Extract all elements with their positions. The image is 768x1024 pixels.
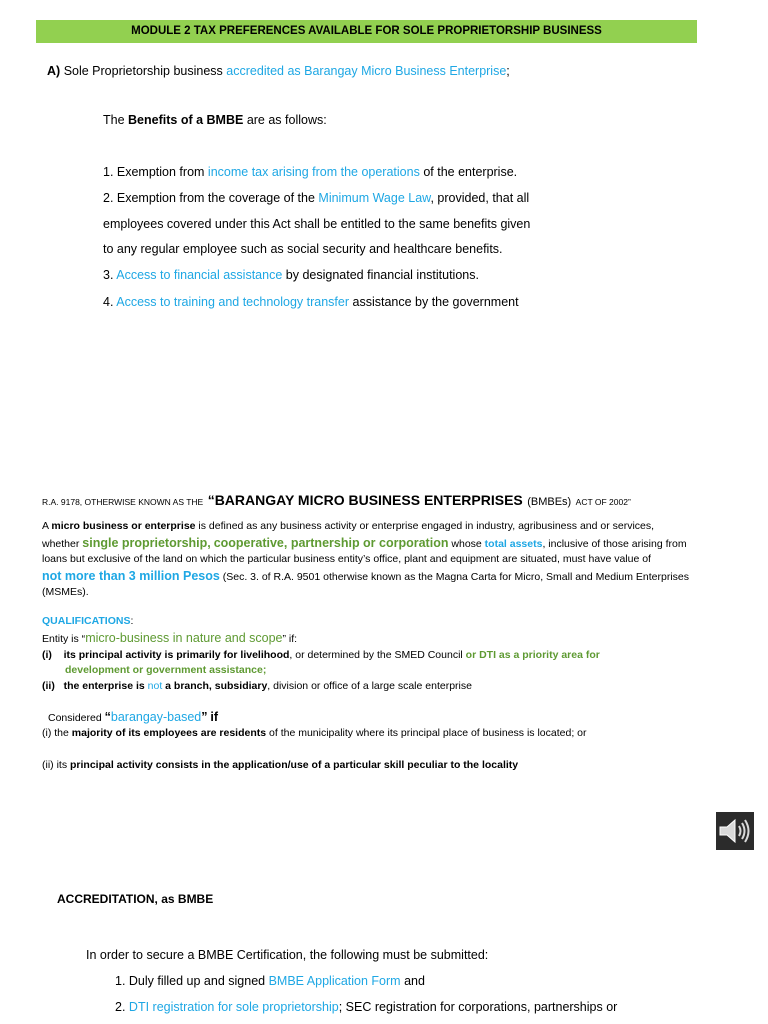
benefits-intro-post: are as follows: [246, 113, 327, 127]
considered-i-pre: (i) the [42, 727, 69, 739]
section-a-text: Sole Proprietorship business [63, 64, 223, 78]
qualification-i-line2 [65, 664, 266, 676]
section-a-link[interactable]: accredited as Barangay Micro Business Enterprise [226, 64, 507, 78]
benefit-item-4 [103, 295, 519, 309]
ra-suffix: ACT OF 2002” [575, 497, 631, 507]
entity-green: micro-business in nature and scope [85, 631, 283, 645]
benefit-2-post: , provided, that all [430, 191, 530, 205]
accr-1-post: and [404, 974, 425, 988]
def-l2-pre: whether [42, 538, 80, 550]
qual-ii-bold2: a branch, subsidiary [165, 680, 268, 692]
benefit-1-pre: 1. Exemption from [103, 165, 205, 179]
qual-ii-not: not [147, 680, 163, 692]
qual-i-line2: development or government assistance; [65, 664, 267, 676]
definition-line-1 [42, 520, 654, 532]
definition-line-4 [42, 569, 689, 583]
qual-i-marker: (i) [42, 649, 52, 661]
considered-line [48, 710, 218, 724]
section-a-end: ; [506, 64, 510, 78]
def-l2-green1: single proprietorship [82, 536, 208, 550]
def-l4-post: (Sec. 3. of R.A. 9501 otherwise known as the Magna Carta for Micro, Small and Medium Enterprises [222, 571, 690, 583]
benefit-3-post: by designated financial institutions. [285, 268, 479, 282]
benefit-2-line3: to any regular employee such as social security and healthcare benefits. [103, 242, 503, 256]
qual-i-mid: , or determined by the SMED Council [289, 649, 463, 661]
benefits-intro [103, 113, 327, 127]
benefit-item-3 [103, 268, 479, 282]
benefit-item-1 [103, 165, 517, 179]
accr-2-post: ; SEC registration for corporations, partnerships or [338, 1000, 618, 1014]
benefit-4-post: assistance by the government [352, 295, 519, 309]
considered-quote-open: “ [104, 710, 111, 724]
benefit-4-link[interactable]: Access to training and technology transfer [116, 295, 350, 309]
ra-title: “BARANGAY MICRO BUSINESS ENTERPRISES [207, 492, 523, 508]
qualification-ii [42, 680, 472, 692]
considered-if: if [210, 710, 219, 724]
benefit-4-pre: 4. [103, 295, 114, 309]
definition-line-5: (MSMEs). [42, 586, 89, 598]
module-title-bar [36, 20, 697, 43]
section-a-marker: A) [47, 64, 61, 78]
benefit-3-link[interactable]: Access to financial assistance [116, 268, 283, 282]
benefit-3-pre: 3. [103, 268, 114, 282]
qual-i-green: or DTI as a priority area for [465, 649, 600, 661]
benefit-2-line2: employees covered under this Act shall be entitled to the same benefits given [103, 217, 531, 231]
accr-1-pre: 1. Duly filled up and signed [115, 974, 266, 988]
qualifications-colon: : [130, 615, 134, 627]
definition-line-3: loans but exclusive of the land on which the particular business entity’s office, plant and equipment are situated, must have value of [42, 553, 651, 565]
accr-1-link[interactable]: BMBE Application Form [268, 974, 401, 988]
speaker-icon [716, 812, 754, 850]
qual-ii-post: , division or office of a large scale enterprise [267, 680, 472, 692]
benefit-2-pre: 2. Exemption from the coverage of the [103, 191, 315, 205]
accreditation-heading: ACCREDITATION, as BMBE [57, 892, 214, 906]
ra-prefix: R.A. 9178, OTHERWISE KNOWN AS THE [42, 497, 204, 507]
accreditation-item-2 [115, 1000, 617, 1014]
module-title: MODULE 2 TAX PREFERENCES AVAILABLE FOR SOLE PROPRIETORSHIP BUSINESS [131, 25, 602, 37]
def-l2-comma: , [207, 536, 211, 550]
qual-ii-marker: (ii) [42, 680, 55, 692]
considered-ii [42, 759, 518, 771]
ra-heading [42, 492, 631, 510]
def-l2-blue: total assets [484, 538, 543, 550]
considered-i-bold: majority of its employees are residents [71, 727, 267, 739]
benefit-item-2 [103, 191, 529, 205]
considered-ii-bold: principal activity consists in the application/use of a particular skill peculiar to the locality [70, 759, 519, 771]
benefit-1-post: of the enterprise. [423, 165, 518, 179]
def-l1-pre: A [42, 520, 49, 532]
considered-blue: barangay-based [110, 710, 202, 724]
considered-quote-close: ” [201, 710, 208, 724]
qual-ii-bold1: the enterprise is [63, 680, 145, 692]
benefit-1-link[interactable]: income tax arising from the operations [207, 165, 420, 179]
qualification-i [42, 649, 600, 661]
def-l2-post: , inclusive of those arising from [542, 538, 687, 550]
definition-line-2 [42, 536, 687, 550]
benefit-2-link[interactable]: Minimum Wage Law [318, 191, 431, 205]
benefits-intro-pre: The [103, 113, 125, 127]
accr-2-pre: 2. [115, 1000, 126, 1014]
entity-pre: Entity is “ [42, 633, 86, 645]
accreditation-item-1 [115, 974, 425, 988]
entity-post: ” if: [282, 633, 298, 645]
section-a-line [47, 64, 510, 78]
def-l1-bold: micro business or enterprise [51, 520, 196, 532]
qualifications-label: QUALIFICATIONS [42, 615, 131, 627]
qual-i-bold: its principal activity is primarily for livelihood [63, 649, 290, 661]
def-l4-blue: not more than 3 million Pesos [42, 569, 220, 583]
audio-button[interactable] [716, 812, 754, 850]
considered-i [42, 727, 587, 739]
def-l1-post: is defined as any business activity or enterprise engaged in industry, agribusiness and or services, [198, 520, 655, 532]
ra-mid: (BMBEs) [527, 496, 572, 508]
considered-pre: Considered [48, 712, 102, 724]
considered-i-post: of the municipality where its principal place of business is located; or [269, 727, 587, 739]
benefits-intro-bold: Benefits of a BMBE [128, 113, 244, 127]
qualifications-entity [42, 631, 297, 645]
accreditation-intro: In order to secure a BMBE Certification, the following must be submitted: [86, 948, 489, 962]
qualifications-heading [42, 615, 133, 627]
considered-ii-pre: (ii) its [42, 759, 68, 771]
def-l2-green2: cooperative, partnership or corporation [213, 536, 449, 550]
def-l2-mid: whose [451, 538, 482, 550]
accr-2-link[interactable]: DTI registration for sole proprietorship [128, 1000, 339, 1014]
